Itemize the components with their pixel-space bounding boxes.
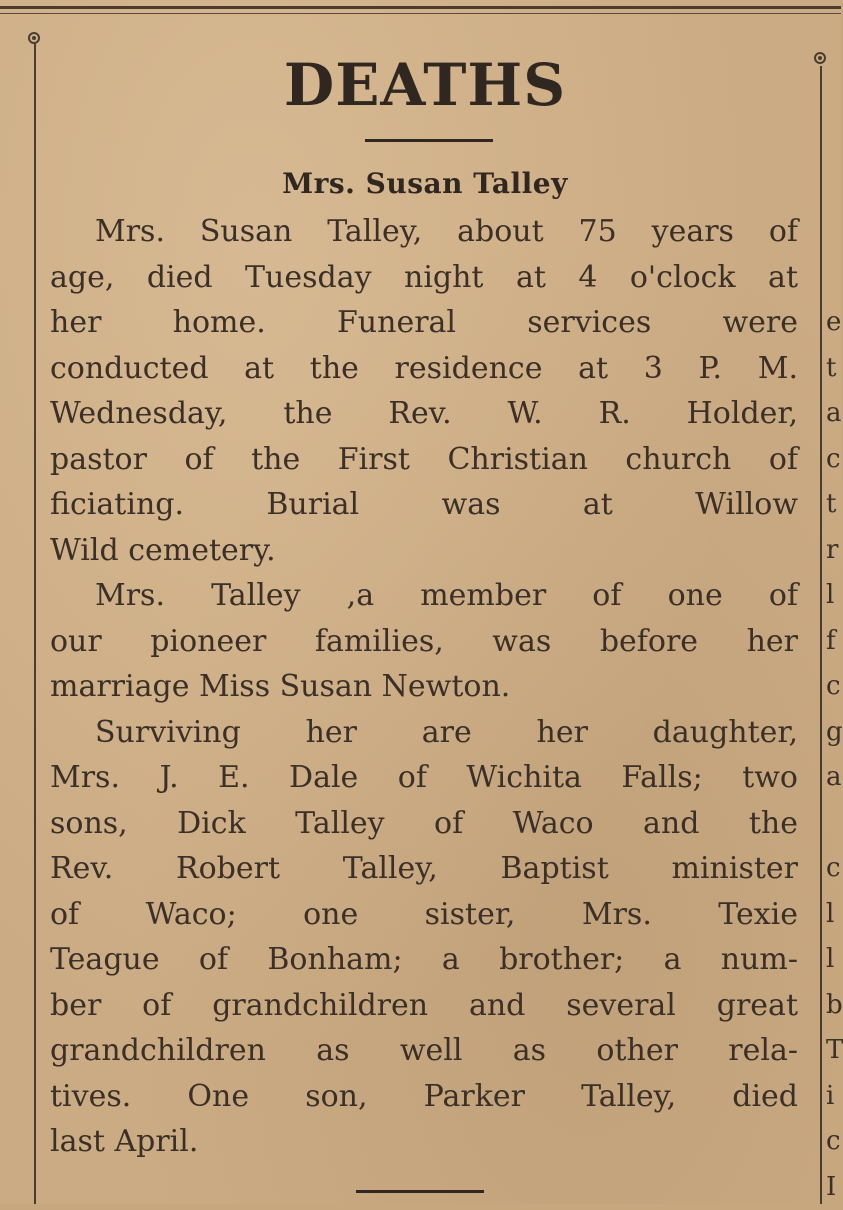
top-border-rule-thin bbox=[0, 13, 841, 14]
fragment-char: f bbox=[826, 619, 842, 665]
fragment-char: a bbox=[826, 755, 842, 801]
text-line: of Waco; one sister, Mrs. Texie bbox=[50, 892, 798, 938]
text-line: Teague of Bonham; a brother; a num- bbox=[50, 937, 798, 983]
text-line: Surviving her are her daughter, bbox=[50, 710, 798, 756]
text-line: marriage Miss Susan Newton. bbox=[50, 664, 798, 710]
fragment-char: T bbox=[826, 1028, 842, 1074]
fragment-char: i bbox=[826, 1074, 842, 1120]
paragraph-1 bbox=[50, 209, 798, 573]
paragraph-2 bbox=[50, 573, 798, 710]
fragment-char: l bbox=[826, 892, 842, 938]
fragment-char: I bbox=[826, 1165, 842, 1210]
fragment-char: t bbox=[826, 482, 842, 528]
right-ornament-icon bbox=[814, 52, 826, 64]
fragment-char: l bbox=[826, 937, 842, 983]
fragment-char: c bbox=[826, 664, 842, 710]
fragment-char: l bbox=[826, 573, 842, 619]
fragment-char: e bbox=[826, 300, 842, 346]
fragment-char: c bbox=[826, 1119, 842, 1165]
obituary-body bbox=[50, 209, 798, 1165]
text-line: pastor of the First Christian church of bbox=[50, 437, 798, 483]
text-line: conducted at the residence at 3 P. M. bbox=[50, 346, 798, 392]
text-line: her home. Funeral services were bbox=[50, 300, 798, 346]
text-line: ber of grandchildren and several great bbox=[50, 983, 798, 1029]
text-line: our pioneer families, was before her bbox=[50, 619, 798, 665]
bottom-divider bbox=[356, 1190, 484, 1193]
paragraph-3 bbox=[50, 710, 798, 1165]
left-column-rule bbox=[34, 44, 36, 1204]
fragment-char: c bbox=[826, 437, 842, 483]
text-line: grandchildren as well as other rela- bbox=[50, 1028, 798, 1074]
text-line: Wild cemetery. bbox=[50, 528, 798, 574]
fragment-char: r bbox=[826, 528, 842, 574]
left-ornament-icon bbox=[28, 32, 40, 44]
right-column-rule bbox=[820, 66, 822, 1204]
headline-divider bbox=[365, 139, 493, 142]
obituary-name-heading: Mrs. Susan Talley bbox=[40, 164, 810, 204]
fragment-char: b bbox=[826, 983, 842, 1029]
adjacent-column-fragment bbox=[826, 300, 842, 1210]
text-line: tives. One son, Parker Talley, died bbox=[50, 1074, 798, 1120]
text-line: Mrs. Susan Talley, about 75 years of bbox=[50, 209, 798, 255]
text-line: sons, Dick Talley of Waco and the bbox=[50, 801, 798, 847]
text-line: Wednesday, the Rev. W. R. Holder, bbox=[50, 391, 798, 437]
fragment-char: g bbox=[826, 710, 842, 756]
fragment-char: a bbox=[826, 391, 842, 437]
top-border-rule bbox=[0, 6, 841, 9]
text-line: Mrs. Talley ,a member of one of bbox=[50, 573, 798, 619]
text-line: Rev. Robert Talley, Baptist minister bbox=[50, 846, 798, 892]
fragment-char bbox=[826, 801, 842, 847]
text-line: last April. bbox=[50, 1119, 798, 1165]
fragment-char: t bbox=[826, 346, 842, 392]
text-line: age, died Tuesday night at 4 o'clock at bbox=[50, 255, 798, 301]
text-line: ficiating. Burial was at Willow bbox=[50, 482, 798, 528]
text-line: Mrs. J. E. Dale of Wichita Falls; two bbox=[50, 755, 798, 801]
fragment-char: c bbox=[826, 846, 842, 892]
section-headline: DEATHS bbox=[40, 52, 810, 118]
